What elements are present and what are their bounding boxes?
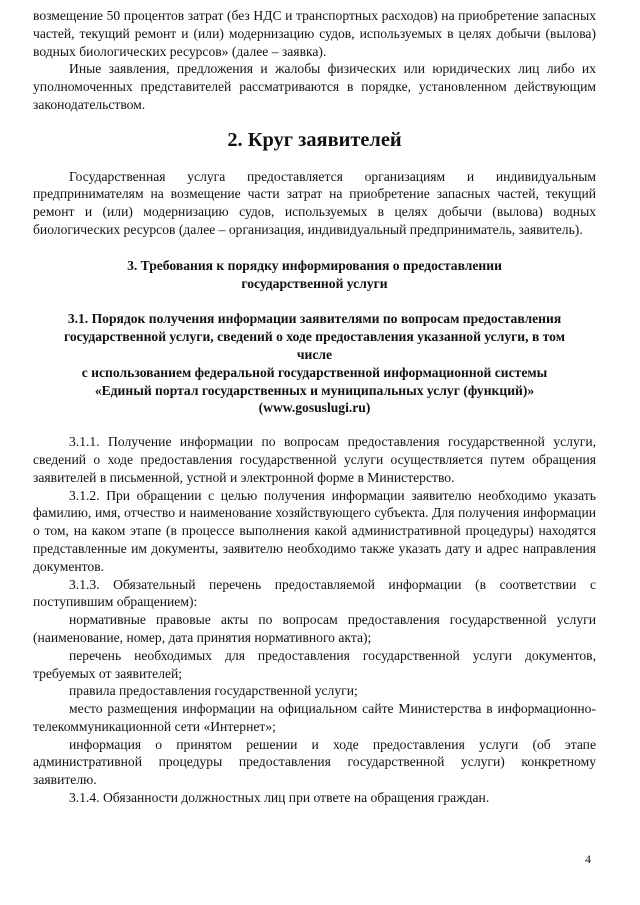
paragraph-3-1-4: 3.1.4. Обязанности должностных лиц при ответе на обращения граждан. bbox=[69, 790, 490, 806]
list-item: нормативные правовые акты по вопросам предоставления государственной услуги (наименование, номер, дата принятия нормативного акта); bbox=[33, 612, 596, 645]
section-3-1-heading-line-5: «Единый портал государственных и муниципальных услуг (функций)» bbox=[94, 382, 535, 398]
section-3-1-heading-line-3: числе bbox=[296, 346, 333, 362]
section-3-1-heading bbox=[33, 310, 596, 417]
list-item: правила предоставления государственной услуги; bbox=[69, 683, 358, 699]
section-3-heading bbox=[33, 257, 596, 293]
section-2-paragraph: Государственная услуга предоставляется организациям и индивидуальным предпринимателям на возмещение части затрат на приобретение запасных частей, текущий ремонт и (или) модернизацию судов, используемых в целях добычи (вылова) водных биологических ресурсов (далее – организация, индивидуальный предприниматель, заявитель). bbox=[33, 168, 596, 237]
page-number: 4 bbox=[585, 852, 591, 866]
intro-other-paragraph: Иные заявления, предложения и жалобы физических или юридических лиц либо их уполномоченных представителей рассматриваются в порядке, установленном действующим законодательством. bbox=[33, 61, 596, 112]
list-item: место размещения информации на официальном сайте Министерства в информационно-телекоммуникационной сети «Интернет»; bbox=[33, 701, 596, 734]
paragraph-3-1-2: 3.1.2. При обращении с целью получения информации заявителю необходимо указать фамилию, имя, отчество и наименование хозяйствующего субъекта. Для получения информации о том, на каком этапе (в процессе выполнения какой административной процедуры) находятся представленные им документы, заявителю необходимо также указать дату и адрес направления документов. bbox=[33, 487, 596, 574]
section-3-1-heading-line-6: (www.gosuslugi.ru) bbox=[258, 400, 371, 416]
section-3-1-heading-line-2: государственной услуги, сведений о ходе предоставления указанной услуги, в том bbox=[64, 329, 565, 345]
paragraph-3-1-1: 3.1.1. Получение информации по вопросам предоставления государственной услуги, сведений о ходе предоставления государственной услуги осуществляется путем обращения заявителей в письменной, устной и электронной форме в Министерство. bbox=[33, 434, 596, 485]
section-3-1-heading-line-4: с использованием федеральной государственной информационной системы bbox=[81, 364, 548, 380]
section-3-1-heading-line-1: 3.1. Порядок получения информации заявителями по вопросам предоставления bbox=[67, 311, 562, 327]
section-3-heading-line-2: государственной услуги bbox=[241, 275, 388, 291]
section-3-heading-line-1: 3. Требования к порядку информирования о предоставлении bbox=[127, 257, 502, 273]
intro-continuation-paragraph: возмещение 50 процентов затрат (без НДС и транспортных расходов) на приобретение запасных частей, текущий ремонт и (или) модернизацию судов, используемых в целях добычи (вылова) водных биологических ресурсов» (далее – заявка). bbox=[33, 8, 596, 59]
document-page bbox=[33, 7, 596, 807]
list-item: информация о принятом решении и ходе предоставления услуги (об этапе административной процедуры предоставления государственной услуги) конкретному заявителю. bbox=[33, 736, 596, 788]
section-2-heading: 2. Круг заявителей bbox=[227, 128, 402, 151]
paragraph-3-1-3: 3.1.3. Обязательный перечень предоставляемой информации (в соответствии с поступившим обращением): bbox=[33, 576, 596, 610]
list-item: перечень необходимых для предоставления государственной услуги документов, требуемых от заявителей; bbox=[33, 647, 596, 681]
